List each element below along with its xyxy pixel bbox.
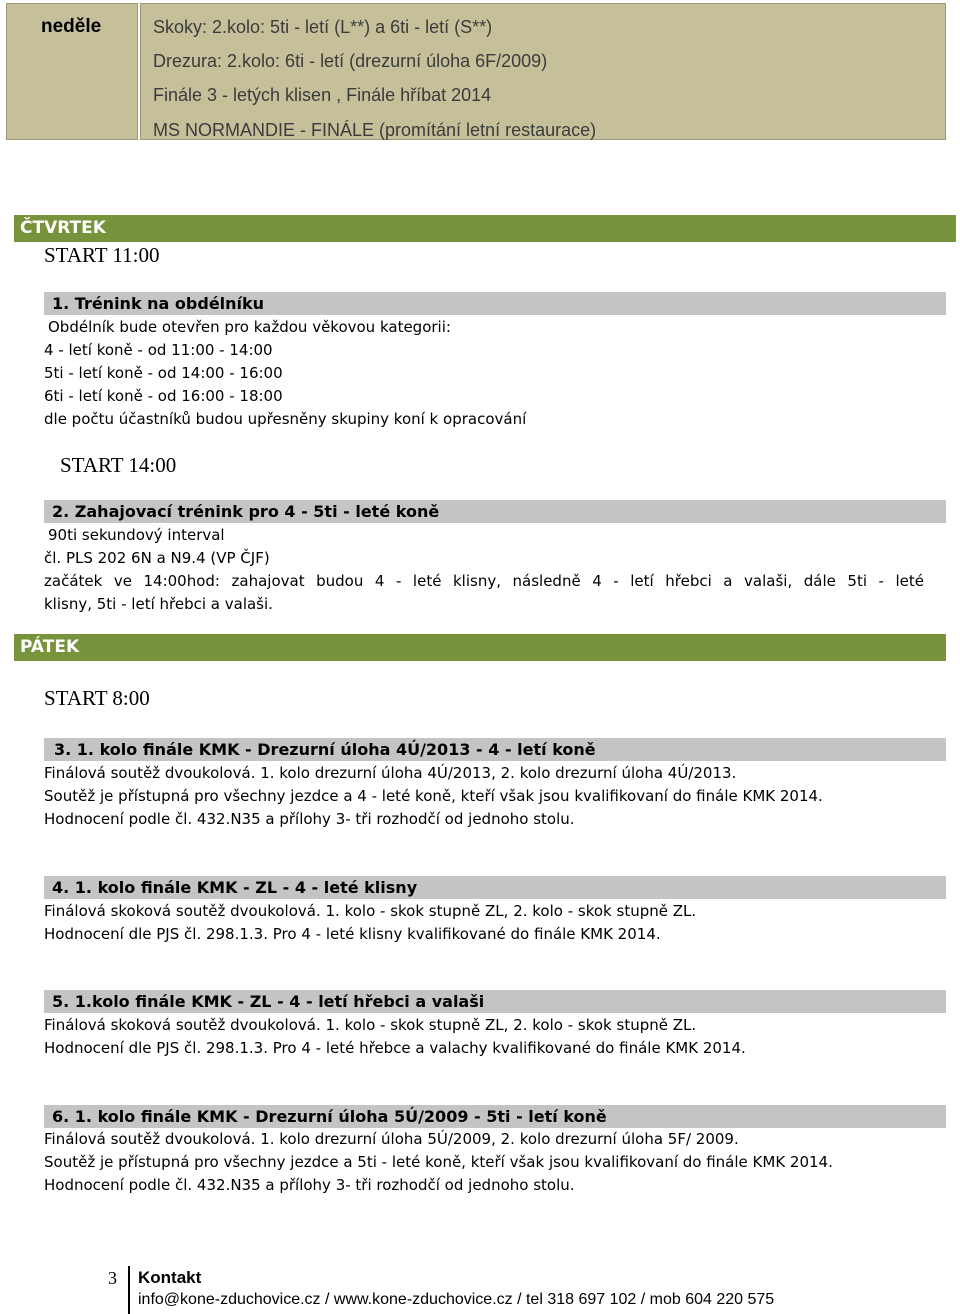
item-4-line: Finálová skoková soutěž dvoukolová. 1. kolo - skok stupně ZL, 2. kolo - skok stupně ZL. [44,902,697,920]
item-1-line: 4 - letí koně - od 11:00 - 14:00 [44,341,273,359]
friday-day-header: PÁTEK [14,634,946,661]
item-1-title: 1. Trénink na obdélníku [44,292,946,315]
sunday-event-line: MS NORMANDIE - FINÁLE (promítání letní restaurace) [153,120,597,140]
sunday-events-cell [140,3,946,140]
sunday-day-cell [6,3,138,140]
thursday-start-1: START 11:00 [44,243,160,267]
item-1-line: Obdélník bude otevřen pro každou věkovou kategorii: [48,318,451,336]
sunday-program-table [6,3,946,140]
item-2-line: 90ti sekundový interval [48,526,225,544]
sunday-event-line: Finále 3 - letých klisen , Finále hříbat 2014 [153,85,492,105]
sunday-event-line: Skoky: 2.kolo: 5ti - letí (L**) a 6ti - letí (S**) [153,17,493,37]
item-2-line: začátek ve 14:00hod: zahajovat budou 4 - leté klisny, následně 4 - letí hřebci a valaši, dále 5ti - leté [44,572,924,590]
footer-contact-line: info@kone-zduchovice.cz / www.kone-zduchovice.cz / tel 318 697 102 / mob 604 220 575 [138,1291,775,1308]
footer-contact-label: Kontakt [138,1268,202,1287]
item-2-line: čl. PLS 202 6N a N9.4 (VP ČJF) [44,549,270,567]
item-3-line: Finálová soutěž dvoukolová. 1. kolo drezurní úloha 4Ú/2013, 2. kolo drezurní úloha 4Ú/2013. [44,764,737,782]
item-5-line: Hodnocení dle PJS čl. 298.1.3. Pro 4 - leté hřebce a valachy kvalifikované do finále KMK 2014. [44,1039,746,1057]
friday-start: START 8:00 [44,686,150,710]
item-2-line: klisny, 5ti - letí hřebci a valaši. [44,595,273,613]
item-1-line: dle počtu účastníků budou upřesněny skupiny koní k opracování [44,410,527,428]
item-6-title: 6. 1. kolo finále KMK - Drezurní úloha 5Ú/2009 - 5ti - letí koně [44,1105,946,1128]
item-4-title: 4. 1. kolo finále KMK - ZL - 4 - leté klisny [44,876,946,899]
item-2-title: 2. Zahajovací trénink pro 4 - 5ti - leté koně [44,500,946,523]
page-number: 3 [108,1268,117,1288]
item-1-line: 5ti - letí koně - od 14:00 - 16:00 [44,364,283,382]
item-6-line: Soutěž je přístupná pro všechny jezdce a 5ti - leté koně, kteří však jsou kvalifikovaní do finále KMK 2014. [44,1153,833,1171]
item-6-line: Finálová soutěž dvoukolová. 1. kolo drezurní úloha 5Ú/2009, 2. kolo drezurní úloha 5F/ 2009. [44,1130,739,1148]
sunday-event-line: Drezura: 2.kolo: 6ti - letí (drezurní úloha 6F/2009) [153,51,548,71]
thursday-start-2: START 14:00 [60,453,177,477]
item-5-line: Finálová skoková soutěž dvoukolová. 1. kolo - skok stupně ZL, 2. kolo - skok stupně ZL. [44,1016,697,1034]
item-3-title: 3. 1. kolo finále KMK - Drezurní úloha 4Ú/2013 - 4 - letí koně [44,738,946,761]
item-4-line: Hodnocení dle PJS čl. 298.1.3. Pro 4 - leté klisny kvalifikované do finále KMK 2014. [44,925,661,943]
item-5-title: 5. 1.kolo finále KMK - ZL - 4 - letí hřebci a valaši [44,990,946,1013]
item-1-line: 6ti - letí koně - od 16:00 - 18:00 [44,387,283,405]
thursday-day-header: ČTVRTEK [14,215,956,242]
item-3-line: Hodnocení podle čl. 432.N35 a přílohy 3- tři rozhodčí od jednoho stolu. [44,810,575,828]
item-3-line: Soutěž je přístupná pro všechny jezdce a 4 - leté koně, kteří však jsou kvalifikovaní do finále KMK 2014. [44,787,823,805]
item-6-line: Hodnocení podle čl. 432.N35 a přílohy 3- tři rozhodčí od jednoho stolu. [44,1176,575,1194]
sunday-day-label: neděle [41,16,102,37]
footer-divider [128,1266,130,1314]
